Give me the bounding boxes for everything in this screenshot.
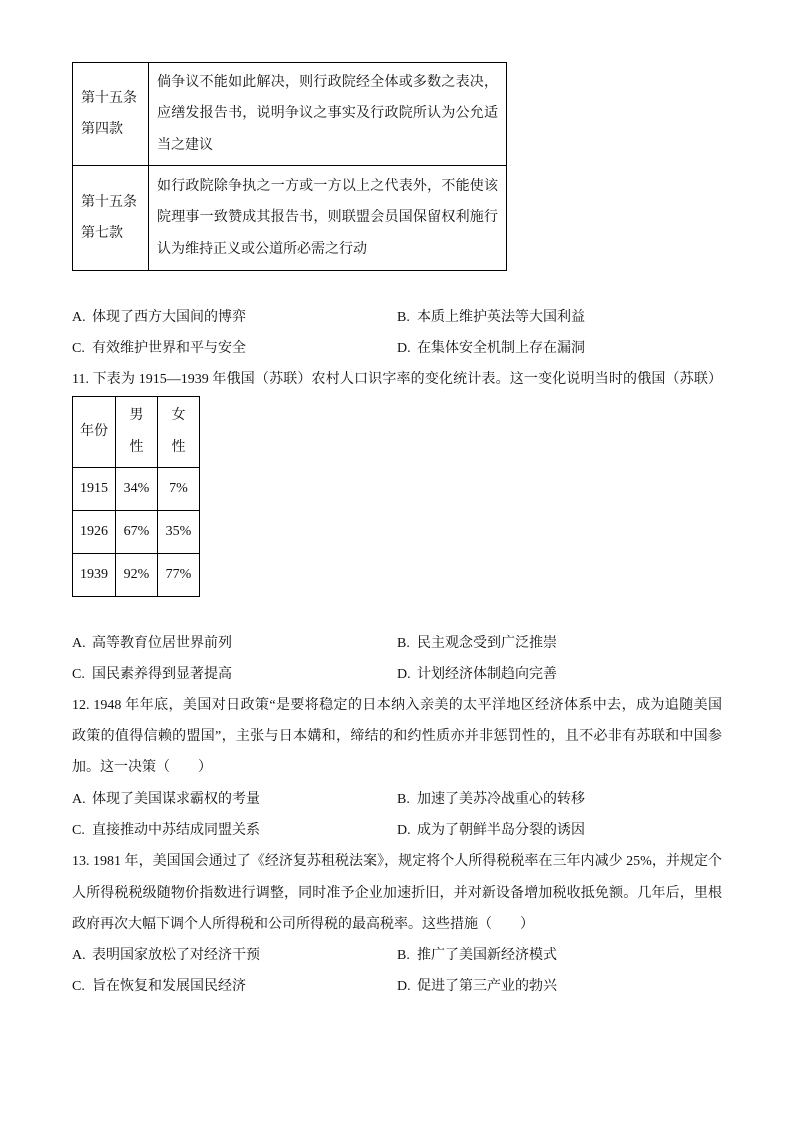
option-label: D. [397, 979, 411, 994]
option-label: B. [397, 948, 410, 963]
option-d [397, 821, 585, 841]
option-label: A. [72, 636, 86, 651]
table-row [73, 554, 200, 597]
question-stem-line: 12. 1948 年年底，美国对日政策“是要将稳定的日本纳入亲美的太平洋地区经济体系中去，成为追随美国 [72, 698, 722, 713]
option-label: D. [397, 667, 411, 682]
header-male-label: 男性 [129, 408, 144, 455]
header-year: 年份 [73, 397, 116, 468]
option-d [397, 665, 557, 685]
option-a [72, 634, 232, 654]
option-label: C. [72, 667, 85, 682]
option-text: 有效维护世界和平与安全 [92, 341, 246, 356]
option-text: 本质上维护英法等大国利益 [417, 310, 585, 325]
article-content-cell [149, 166, 507, 271]
option-c [72, 339, 246, 359]
option-text: 推广了美国新经济模式 [417, 948, 557, 963]
content-line: 应缮发报告书，说明争议之事实及行政院所认为公允适 [157, 106, 498, 122]
content-line: 院理事一致赞成其报告书，则联盟会员国保留权利施行 [157, 210, 498, 226]
option-c [72, 821, 260, 841]
option-label: A. [72, 948, 86, 963]
option-text: 旨在恢复和发展国民经济 [92, 979, 246, 994]
option-text: 体现了美国谋求霸权的考量 [92, 792, 260, 807]
header-female [158, 397, 200, 468]
option-b [397, 634, 557, 654]
female-rate-cell: 35% [158, 511, 200, 554]
question-stem-line: 13. 1981 年，美国国会通过了《经济复苏租税法案》，规定将个人所得税税率在三年内减少 25%，并规定个 [72, 854, 722, 869]
option-d [397, 977, 557, 997]
female-rate-cell: 7% [158, 468, 200, 511]
year-cell: 1926 [73, 511, 116, 554]
table-row [73, 166, 507, 271]
table-row [73, 511, 200, 554]
option-label: B. [397, 310, 410, 325]
option-b [397, 308, 585, 328]
option-text: 加速了美苏冷战重心的转移 [417, 792, 585, 807]
option-label: B. [397, 636, 410, 651]
option-label: B. [397, 792, 410, 807]
question-stem-line: 加。这一决策（ ） [72, 760, 212, 775]
option-text: 国民素养得到显著提高 [92, 667, 232, 682]
content-line: 如行政院除争执之一方或一方以上之代表外，不能使该 [157, 178, 498, 194]
option-label: A. [72, 310, 86, 325]
article-line: 第十五条 [81, 195, 137, 210]
option-a [72, 308, 246, 328]
article-line: 第四款 [81, 122, 123, 137]
option-a [72, 946, 260, 966]
table-row [73, 468, 200, 511]
option-text: 计划经济体制趋向完善 [417, 667, 557, 682]
option-label: A. [72, 792, 86, 807]
option-d [397, 339, 585, 359]
question-stem-line: 人所得税税级随物价指数进行调整，同时准予企业加速折旧，并对新设备增加税收抵免额。几年后，里根 [72, 886, 722, 901]
option-c [72, 977, 246, 997]
male-rate-cell: 34% [116, 468, 158, 511]
option-text: 体现了西方大国间的博弈 [92, 310, 246, 325]
option-b [397, 946, 557, 966]
article-content-cell [149, 63, 507, 166]
year-cell: 1915 [73, 468, 116, 511]
option-label: C. [72, 979, 85, 994]
option-label: D. [397, 823, 411, 838]
question-stem-line: 11. 下表为 1915—1939 年俄国（苏联）农村人口识字率的变化统计表。这一变化说明当时的俄国（苏联） [72, 372, 722, 387]
option-b [397, 790, 585, 810]
content-line: 认为维持正义或公道所必需之行动 [157, 241, 367, 257]
option-label: D. [397, 341, 411, 356]
article-line: 第七款 [81, 226, 123, 241]
option-text: 在集体安全机制上存在漏洞 [417, 341, 585, 356]
option-label: C. [72, 823, 85, 838]
header-male [116, 397, 158, 468]
option-text: 表明国家放松了对经济干预 [92, 948, 260, 963]
header-female-label: 女性 [171, 408, 186, 455]
male-rate-cell: 92% [116, 554, 158, 597]
question-stem-line: 政策的值得信赖的盟国”，主张与日本媾和，缔结的和约性质亦并非惩罚性的，且不必非有苏联和中国参 [72, 729, 722, 744]
table-header-row [73, 397, 200, 468]
option-text: 促进了第三产业的勃兴 [417, 979, 557, 994]
article-line: 第十五条 [81, 91, 137, 106]
male-rate-cell: 67% [116, 511, 158, 554]
option-text: 高等教育位居世界前列 [92, 636, 232, 651]
article-cell [73, 166, 149, 271]
article-cell [73, 63, 149, 166]
option-text: 直接推动中苏结成同盟关系 [92, 823, 260, 838]
option-a [72, 790, 260, 810]
covenant-article-table [72, 62, 507, 271]
option-text: 民主观念受到广泛推崇 [417, 636, 557, 651]
content-line: 当之建议 [157, 137, 213, 153]
option-c [72, 665, 232, 685]
question-stem-line: 政府再次大幅下调个人所得税和公司所得税的最高税率。这些措施（ ） [72, 917, 534, 932]
literacy-rate-table [72, 396, 200, 597]
year-cell: 1939 [73, 554, 116, 597]
option-text: 成为了朝鲜半岛分裂的诱因 [417, 823, 585, 838]
table-row [73, 63, 507, 166]
female-rate-cell: 77% [158, 554, 200, 597]
content-line: 倘争议不能如此解决，则行政院经全体或多数之表决， [157, 74, 498, 90]
option-label: C. [72, 341, 85, 356]
